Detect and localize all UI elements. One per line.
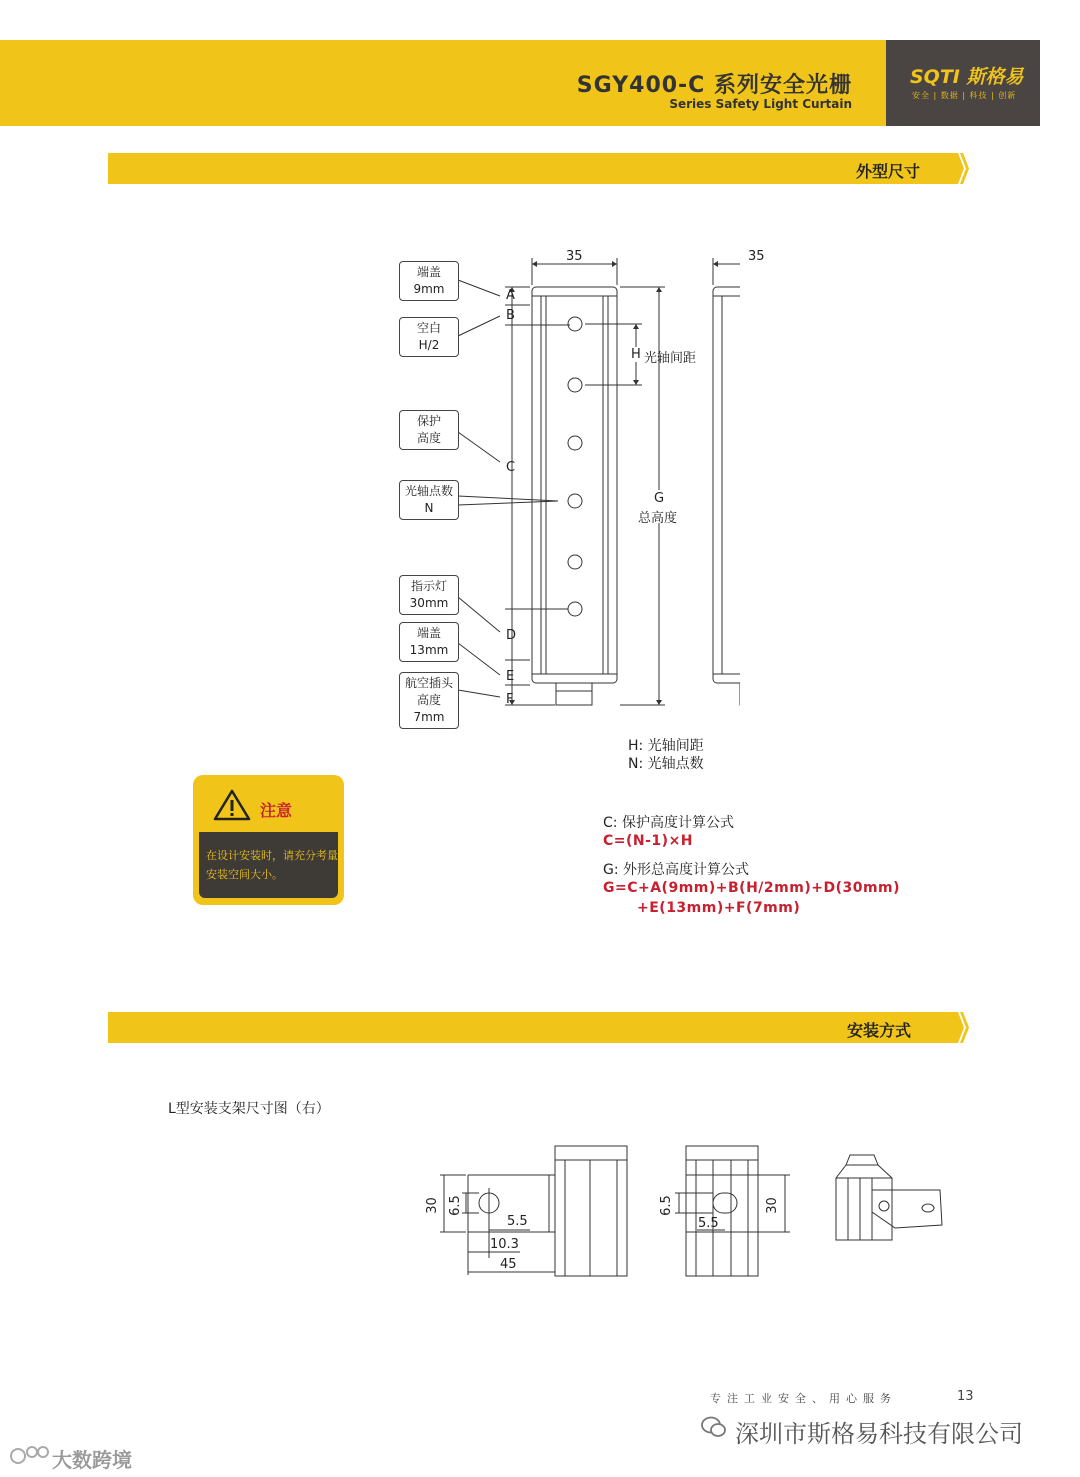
section-title-dimensions: 外型尺寸 [856,162,921,181]
callout-line: H/2 [418,338,440,352]
callout-beam-count [399,480,459,520]
callout-connector [399,672,459,729]
formula-g-line2: +E(13mm)+F(7mm) [637,900,801,916]
dim-5-5-left: 5.5 [507,1214,528,1229]
callout-indicator [399,575,459,615]
section-title-installation: 安装方式 [847,1021,912,1040]
segment-letter-f: F [506,692,514,707]
bracket-caption: L型安装支架尺寸图（右） [168,1101,330,1117]
brand-logo: SQTI 斯格易 [910,66,1024,88]
legend-n: N: 光轴点数 [628,756,704,772]
section-bar-installation [108,1012,956,1043]
section-bar-dimensions [108,153,956,184]
segment-letter-b: B [506,308,515,323]
watermark-company: 深圳市斯格易科技有限公司 [735,1420,1023,1448]
segment-letter-a: A [506,288,515,303]
callout-line: 空白 [416,321,441,335]
callout-line: 30mm [409,596,449,610]
watermark-left: 大数跨境 [52,1448,132,1472]
notice-title: 注意 [260,801,293,820]
dim-6-5-left: 6.5 [447,1195,463,1216]
h-spacing-letter: H [631,347,641,362]
callout-blank [399,317,459,357]
dim-30-left: 30 [424,1197,440,1214]
callout-line: 9mm [413,282,445,296]
page-number: 13 [957,1389,974,1404]
callout-line: N [424,501,434,515]
dim-10-3: 10.3 [490,1237,519,1252]
callout-line: 高度 [416,431,441,445]
segment-letter-e: E [506,669,515,684]
callout-line: 航空插头 [404,676,453,690]
segment-letter-c: C [506,460,516,475]
formula-g-desc: G: 外形总高度计算公式 [603,862,750,878]
formula-g-line1: G=C+A(9mm)+B(H/2mm)+D(30mm) [603,880,901,896]
callout-end-cap-bottom [399,622,459,662]
front-width-label: 35 [566,249,583,264]
formula-c-desc: C: 保护高度计算公式 [603,815,734,831]
callout-end-cap-top [399,261,459,301]
dim-6-5-right: 6.5 [658,1195,674,1216]
warning-icon [212,788,252,822]
side-width-label: 35 [748,249,765,264]
chevron-decoration-icon [950,1012,970,1043]
callout-line: 端盖 [416,626,441,640]
callout-line: 指示灯 [410,579,447,593]
segment-letter-d: D [506,628,517,643]
page-subtitle: Series Safety Light Curtain [669,97,852,111]
chevron-decoration-icon [950,153,970,184]
watermark-logo-icon [8,1442,50,1468]
callout-line: 端盖 [416,265,441,279]
dim-30-right: 30 [764,1197,780,1214]
legend-h: H: 光轴间距 [628,738,704,754]
callout-line: 13mm [409,643,449,657]
footer-slogan: 专注工业安全、用心服务 [710,1392,897,1405]
wechat-icon [700,1414,728,1440]
g-total-letter: G [654,491,665,506]
formula-c: C=(N-1)×H [603,833,694,849]
callout-line: 光轴点数 [404,484,453,498]
dim-5-5-right: 5.5 [698,1216,719,1231]
page-title: SGY400-C 系列安全光栅 [576,73,852,98]
callout-line: 高度7mm [413,693,445,724]
callout-protection-height [399,410,459,450]
callout-line: 保护 [416,414,441,428]
g-total-desc: 总高度 [638,511,678,526]
h-spacing-desc: 光轴间距 [644,351,697,366]
notice-text: 在设计安装时，请充分考量安装空间大小。 [206,849,338,881]
dim-45: 45 [500,1257,517,1272]
brand-tagline: 安全 | 数据 | 科技 | 创新 [912,91,1017,100]
